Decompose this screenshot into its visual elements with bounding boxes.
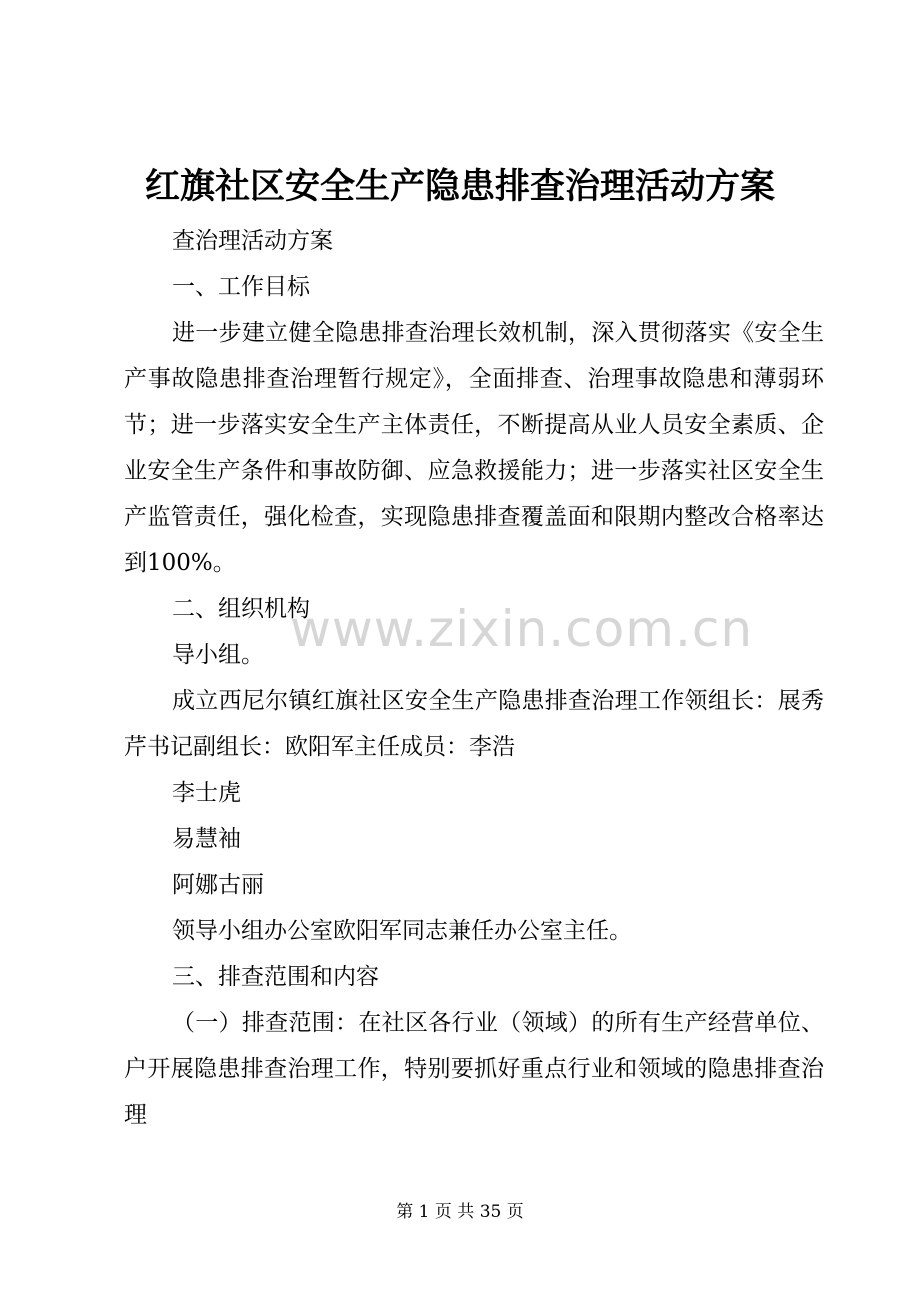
member-name: 李士虎 bbox=[172, 780, 241, 806]
paragraph-subtitle: 查治理活动方案 bbox=[172, 228, 333, 254]
document-body bbox=[124, 218, 824, 1138]
paragraph-group-members: 成立西尼尔镇红旗社区安全生产隐患排查治理工作领组长：展秀芹书记副组长：欧阳军主任成员：李浩 bbox=[124, 688, 824, 760]
document-title: 红旗社区安全生产隐患排查治理活动方案 bbox=[144, 166, 775, 207]
page-footer: 第 1 页 共 35 页 bbox=[396, 1202, 524, 1222]
member-name: 易慧袖 bbox=[172, 826, 241, 852]
heading-organization: 二、组织机构 bbox=[172, 596, 310, 622]
watermark: www.zixin.com.cn bbox=[290, 600, 754, 658]
paragraph-leading-group: 导小组。 bbox=[172, 642, 264, 668]
member-name: 阿娜古丽 bbox=[172, 872, 264, 898]
heading-work-goals: 一、工作目标 bbox=[172, 274, 310, 300]
heading-scope-content: 三、排查范围和内容 bbox=[172, 964, 379, 990]
paragraph-office: 领导小组办公室欧阳军同志兼任办公室主任。 bbox=[172, 918, 632, 944]
paragraph-scope: （一）排查范围：在社区各行业（领域）的所有生产经营单位、户开展隐患排查治理工作，特别要抓好重点行业和领域的隐患排查治理 bbox=[124, 1010, 824, 1128]
paragraph-work-goals: 进一步建立健全隐患排查治理长效机制，深入贯彻落实《安全生产事故隐患排查治理暂行规定》，全面排查、治理事故隐患和薄弱环节；进一步落实安全生产主体责任，不断提高从业人员安全素质、企业安全生产条件和事故防御、应急救援能力；进一步落实社区安全生产监管责任，强化检查，实现隐患排查覆盖面和限期内整改合格率达到100%。 bbox=[124, 320, 824, 576]
